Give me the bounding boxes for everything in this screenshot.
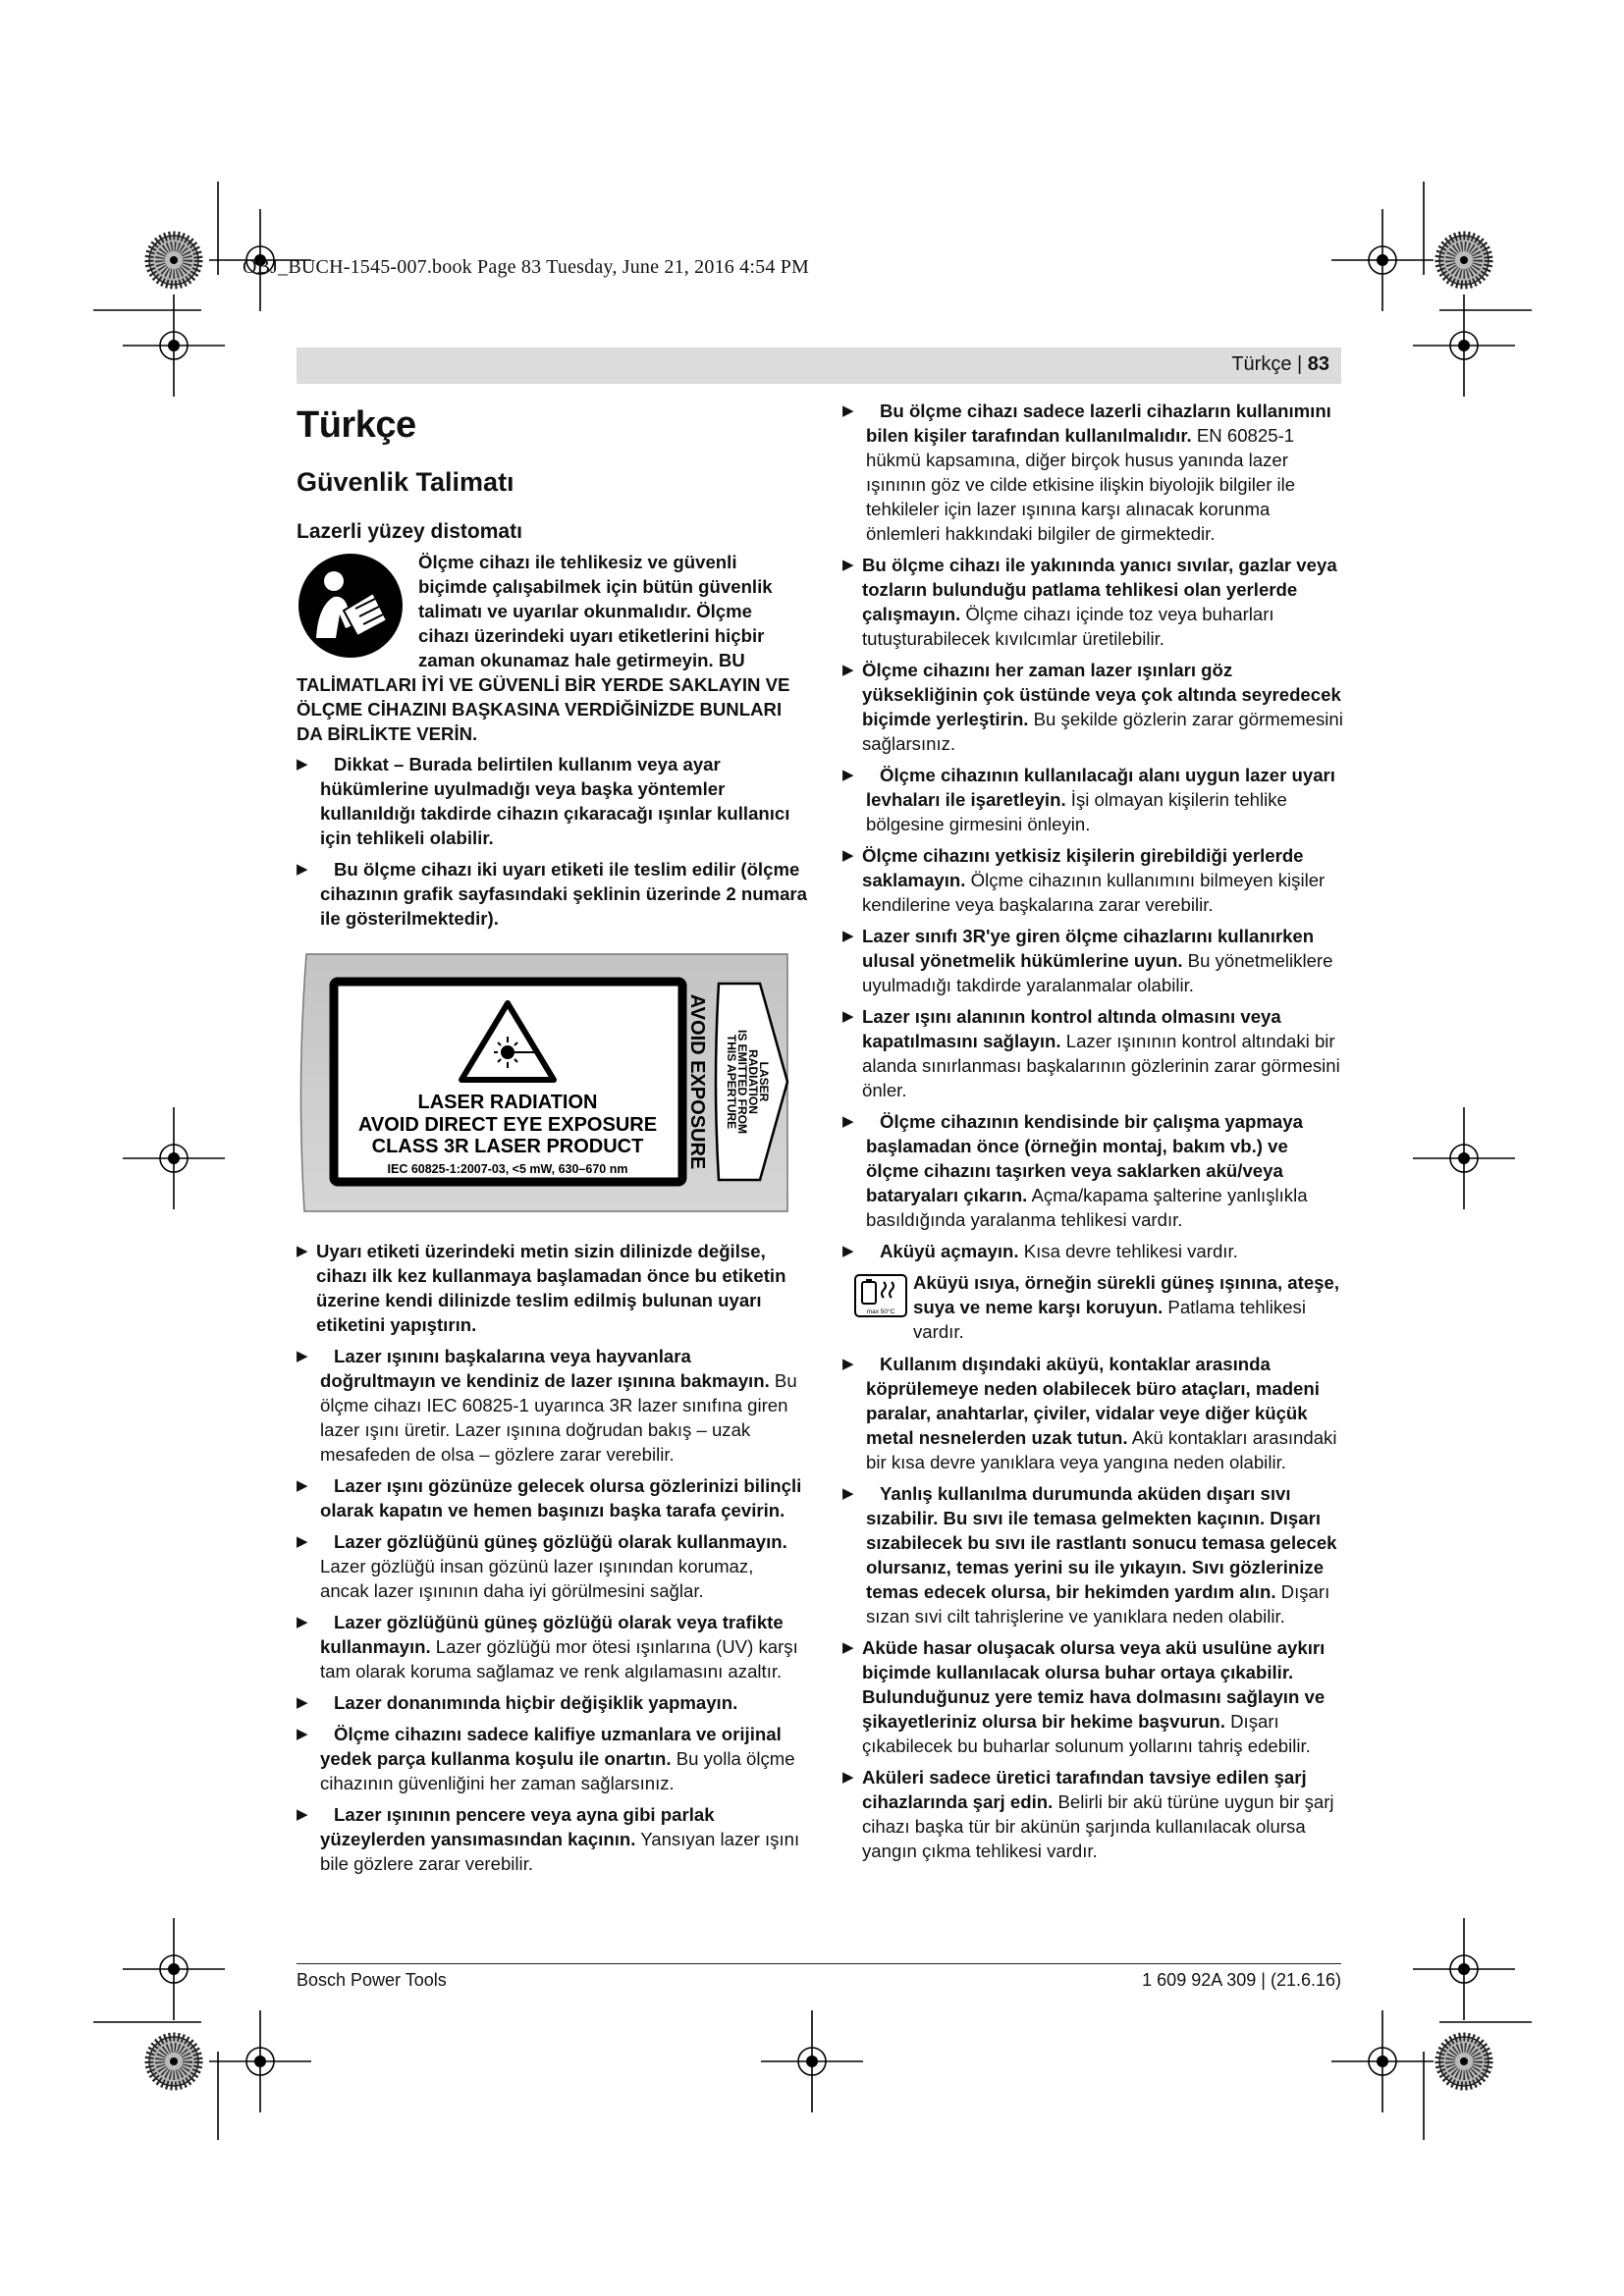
item-bold: Dikkat – Burada belirtilen kullanım veya ayar hükümlerine uyulmadığı veya başka yöntemler kullanıldığı takdirde cihazın çıkaracağı ışınlar kullanıcı için tehlikeli olabilir.: [320, 754, 790, 848]
item-bold: Aküde hasar oluşacak olursa veya akü usulüne aykırı biçimde kullanılacak olursa buhar ortaya çıkabilir. Bulunduğunuz yere temiz hava dolmasını sağlayın ve şikayetleriniz olursa bir hekime başvurun.: [862, 1637, 1326, 1732]
footer-brand: Bosch Power Tools: [297, 1970, 447, 1990]
bullet-arrow-icon: ▶: [297, 756, 308, 773]
laser-label-svg: [297, 944, 797, 1221]
bullet-arrow-icon: ▶: [297, 1726, 308, 1742]
list-item: [842, 1481, 1345, 1629]
safety-heading: Güvenlik Talimatı: [297, 467, 514, 497]
item-text: EN 60825-1 hükmü kapsamına, diğer birçok husus yanında lazer ışınının göz ve cilde etkisine ilişkin biyolojik bilgiler ile tehkileler için lazer ışınına karşı alınacak korunma önlemleri hakkındaki bilgiler de girmektedir.: [866, 425, 1296, 544]
list-item: [842, 1635, 1345, 1758]
label-line-1: LASER RADIATION: [417, 1092, 598, 1113]
label-line-2: AVOID DIRECT EYE EXPOSURE: [357, 1114, 658, 1136]
bullet-arrow-icon: ▶: [842, 662, 854, 678]
item-bold: Lazer gözlüğünü güneş gözlüğü olarak veya trafikte kullanmayın.: [320, 1612, 784, 1657]
item-bold: Bu ölçme cihazı sadece lazerli cihazların kullanımını bilen kişiler tarafından kullanılmalıdır.: [866, 400, 1331, 446]
footer-rule: [297, 1963, 1341, 1964]
label-side-text: AVOID EXPOSURE: [686, 993, 708, 1170]
item-bold: Aküyü açmayın.: [880, 1241, 1019, 1261]
header-separator: |: [1291, 353, 1308, 375]
list-item: [297, 1610, 807, 1683]
page-header: [1231, 353, 1329, 376]
list-item: [297, 752, 807, 850]
item-bold: Lazer ışınını başkalarına veya hayvanlara doğrultmayın ve kendiniz de lazer ışınına bakmayın.: [320, 1346, 770, 1391]
aperture-text-3: IS EMITTED FROM: [735, 1030, 749, 1134]
item-bold: Ölçme cihazının kullanılacağı alanı uygun lazer uyarı levhaları ile işaretleyin.: [866, 765, 1335, 810]
bullet-arrow-icon: ▶: [842, 1769, 854, 1786]
item-text: Yansıyan lazer ışını bile gözlere zarar verebilir.: [320, 1829, 800, 1874]
item-text: Bu ölçme cihazı IEC 60825-1 uyarınca 3R lazer sınıfına giren lazer ışını üretir. Lazer ışınına doğrudan bakış – uzak mesafeden de olsa – gözlere zarar verebilir.: [320, 1370, 797, 1465]
item-text: Kısa devre tehlikesi vardır.: [1018, 1241, 1238, 1261]
bullet-arrow-icon: ▶: [842, 847, 854, 864]
list-item: [842, 843, 1345, 917]
item-bold: Lazer sınıfı 3R'ye giren ölçme cihazlarını kullanırken ulusal yönetmelik hükümlerine uyun.: [862, 926, 1315, 971]
item-bold: Aküleri sadece üretici tarafından tavsiye edilen şarj cihazlarında şarj edin.: [862, 1767, 1307, 1812]
item-bold: Bu ölçme cihazı iki uyarı etiketi ile teslim edilir (ölçme cihazının grafik sayfasındaki şeklinin üzerinde 2 numara ile gösterilmektedir).: [320, 859, 808, 929]
item-text: Bu şekilde gözlerin zarar görmemesini sağlarsınız.: [862, 709, 1343, 754]
item-text: Lazer gözlüğü mor ötesi ışınlarına (UV) karşı tam olarak koruma sağlamaz ve renk algılamasını azaltır.: [320, 1636, 798, 1682]
list-item: [297, 1690, 807, 1715]
list-item: [297, 1529, 807, 1603]
battery-heat-warning: [842, 1270, 1345, 1344]
list-item: [842, 763, 1345, 836]
bullet-arrow-icon: ▶: [297, 1694, 308, 1711]
item-text: Bu yolla ölçme cihazının güvenliğini her zaman sağlarsınız.: [320, 1748, 795, 1793]
item-text: Akü kontakları arasındaki bir kısa devre yanıklara veya yangına neden olabilir.: [866, 1427, 1337, 1472]
bullet-arrow-icon: ▶: [297, 1477, 308, 1494]
item-bold: Ölçme cihazının kendisinde bir çalışma yapmaya başlamadan önce (örneğin montaj, bakım vb.) ve ölçme cihazını taşırken veya saklarken akü/veya bataryaları çıkarın.: [866, 1111, 1303, 1205]
list-item: [297, 857, 807, 931]
intro-text: Ölçme cihazı ile tehlikesiz ve güvenli biçimde çalışabilmek için bütün güvenlik talimatı ve uyarılar okunmalıdır. Ölçme cihazı üzerindeki uyarı etiketlerini hiçbir zaman okunamaz hale getirmeyin. BU TALİMATLARI İYİ VE GÜVENLİ BİR YERDE SAKLAYIN VE ÖLÇME CİHAZINI BAŞKASINA VERDİĞİNİZDE BUNLARI DA BİRLİKTE VERİN.: [297, 552, 790, 744]
label-line-4: IEC 60825-1:2007-03, <5 mW, 630–670 nm: [387, 1162, 628, 1176]
print-slug: OBJ_BUCH-1545-007.book Page 83 Tuesday, June 21, 2016 4:54 PM: [243, 256, 810, 278]
bullet-arrow-icon: ▶: [842, 1356, 854, 1372]
footer-doc-number: 1 609 92A 309 | (21.6.16): [1142, 1970, 1341, 1990]
list-item: [842, 1109, 1345, 1232]
language-title: Türkçe: [297, 404, 416, 446]
bullet-arrow-icon: ▶: [842, 402, 854, 419]
page-number: 83: [1307, 353, 1329, 375]
bullet-arrow-icon: ▶: [297, 1614, 308, 1630]
list-item: [842, 553, 1345, 651]
battery-warning-bold: Aküyü ısıya, örneğin sürekli güneş ışınına, ateşe, suya ve neme karşı koruyun.: [913, 1272, 1340, 1317]
item-text: Ölçme cihazının kullanımını bilmeyen kişiler kendilerine veya başkalarına zarar verebilir.: [862, 870, 1326, 915]
bullet-arrow-icon: ▶: [297, 861, 308, 878]
header-section: Türkçe: [1231, 353, 1292, 375]
bullet-arrow-icon: ▶: [842, 1243, 854, 1259]
device-heading: Lazerli yüzey distomatı: [297, 520, 522, 543]
item-text: Açma/kapama şalterine yanlışlıkla basıldığında yaralanma tehlikesi vardır.: [866, 1185, 1308, 1230]
bullet-arrow-icon: ▶: [297, 1533, 308, 1550]
item-bold: Bu ölçme cihazı ile yakınında yanıcı sıvılar, gazlar veya tozların bulunduğu patlama tehlikesi olan yerlerde çalışmayın.: [862, 555, 1337, 624]
list-item: [842, 924, 1345, 997]
list-item: [297, 1802, 807, 1876]
list-item: [297, 1473, 807, 1522]
item-text: Ölçme cihazı içinde toz veya buharları tutuşturabilecek kıvılcımlar üretilebilir.: [862, 604, 1274, 649]
item-bold: Uyarı etiketi üzerindeki metin sizin dilinizde değilse, cihazı ilk kez kullanmaya başlamadan önce bu etiketin üzerine kendi dilinizde teslim edilmiş bulunan uyarı etiketini yapıştırın.: [316, 1241, 786, 1335]
list-item: [842, 1765, 1345, 1863]
bullet-arrow-icon: ▶: [842, 767, 854, 783]
bullet-arrow-icon: ▶: [842, 928, 854, 944]
item-bold: Ölçme cihazını her zaman lazer ışınları göz yüksekliğinin çok üstünde veya çok altında seyredecek biçimde yerleştirin.: [862, 660, 1341, 729]
item-bold: Yanlış kullanılma durumunda aküden dışarı sıvı sızabilir. Bu sıvı ile temasa gelmekten kaçının. Dışarı sızabilecek bu sıvı ile rastlantı sonucu temasa gelecek olursanız, temas yerini su ile yıkayın. Sıvı gözlerinize temas edecek olursa, bir hekimden yardım alın.: [866, 1483, 1337, 1602]
read-manual-icon: [297, 552, 405, 660]
aperture-text-1: LASER: [757, 1061, 771, 1102]
battery-heat-icon: [854, 1274, 907, 1317]
item-text: Lazer ışınının kontrol altındaki bir alanda sınırlanması başkalarının gözlerinin zarar görmesini önler.: [862, 1031, 1340, 1100]
laser-warning-label: [297, 944, 797, 1221]
list-item: [297, 1239, 807, 1337]
label-line-3: CLASS 3R LASER PRODUCT: [371, 1136, 644, 1157]
bullet-arrow-icon: ▶: [297, 1243, 308, 1259]
item-text: İşi olmayan kişilerin tehlike bölgesine girmesini önleyin.: [866, 789, 1287, 834]
bullet-arrow-icon: ▶: [842, 1113, 854, 1130]
item-text: Lazer gözlüğü insan gözünü lazer ışınından korumaz, ancak lazer ışınının daha iyi görülmesini sağlar.: [320, 1556, 754, 1601]
left-column: [297, 402, 807, 1883]
list-item: [842, 1004, 1345, 1102]
list-item: [297, 1722, 807, 1795]
item-bold: Lazer ışınının pencere veya ayna gibi parlak yüzeylerden yansımasından kaçının.: [320, 1804, 715, 1849]
battery-warning-text: Patlama tehlikesi vardır.: [913, 1297, 1306, 1342]
list-item: [842, 1239, 1345, 1263]
item-text: Belirli bir akü türüne uygun bir şarj cihazı başka tür bir akünün şarjında kullanılacak olursa yangın çıkma tehlikesi vardır.: [862, 1791, 1334, 1861]
item-bold: Lazer donanımında hiçbir değişiklik yapmayın.: [334, 1692, 738, 1713]
bullet-arrow-icon: ▶: [297, 1806, 308, 1823]
aperture-text-4: THIS APERTURE: [725, 1034, 738, 1130]
aperture-text-2: RADIATION: [746, 1049, 760, 1114]
intro-block: [297, 550, 807, 746]
list-item: [842, 658, 1345, 756]
right-column: [842, 399, 1345, 1870]
item-bold: Ölçme cihazını yetkisiz kişilerin girebildiği yerlerde saklamayın.: [862, 845, 1304, 890]
bullet-arrow-icon: ▶: [297, 1348, 308, 1364]
list-item: [842, 399, 1345, 546]
item-text: Dışarı çıkabilecek bu buharlar solunum yollarını tahriş edebilir.: [862, 1711, 1311, 1756]
item-bold: Ölçme cihazını sadece kalifiye uzmanlara ve orijinal yedek parça kullanma koşulu ile onartın.: [320, 1724, 782, 1769]
item-bold: Lazer ışını gözünüze gelecek olursa gözlerinizi bilinçli olarak kapatın ve hemen başınızı başka tarafa çevirin.: [320, 1475, 802, 1521]
item-bold: Kullanım dışındaki aküyü, kontaklar arasında köprülemeye neden olabilecek büro ataçları, madeni paralar, anahtarlar, çiviler, vidalar veye diğer küçük metal nesnelerden uzak tutun.: [866, 1354, 1320, 1448]
bullet-arrow-icon: ▶: [842, 1639, 854, 1656]
item-text: Bu yönetmeliklere uyulmadığı takdirde yaralanmalar olabilir.: [862, 950, 1333, 995]
battery-icon-label: max 50°C: [866, 1308, 895, 1315]
bullet-arrow-icon: ▶: [842, 1485, 854, 1502]
item-bold: Lazer ışını alanının kontrol altında olmasını veya kapatılmasını sağlayın.: [862, 1006, 1281, 1051]
item-bold: Lazer gözlüğünü güneş gözlüğü olarak kullanmayın.: [334, 1531, 787, 1552]
bullet-arrow-icon: ▶: [842, 557, 854, 573]
page-header-band: [297, 347, 1341, 384]
list-item: [842, 1352, 1345, 1474]
list-item: [297, 1344, 807, 1467]
item-text: Dışarı sızan sıvi cilt tahrişlerine ve yanıklara neden olabilir.: [866, 1581, 1330, 1627]
bullet-arrow-icon: ▶: [842, 1008, 854, 1025]
